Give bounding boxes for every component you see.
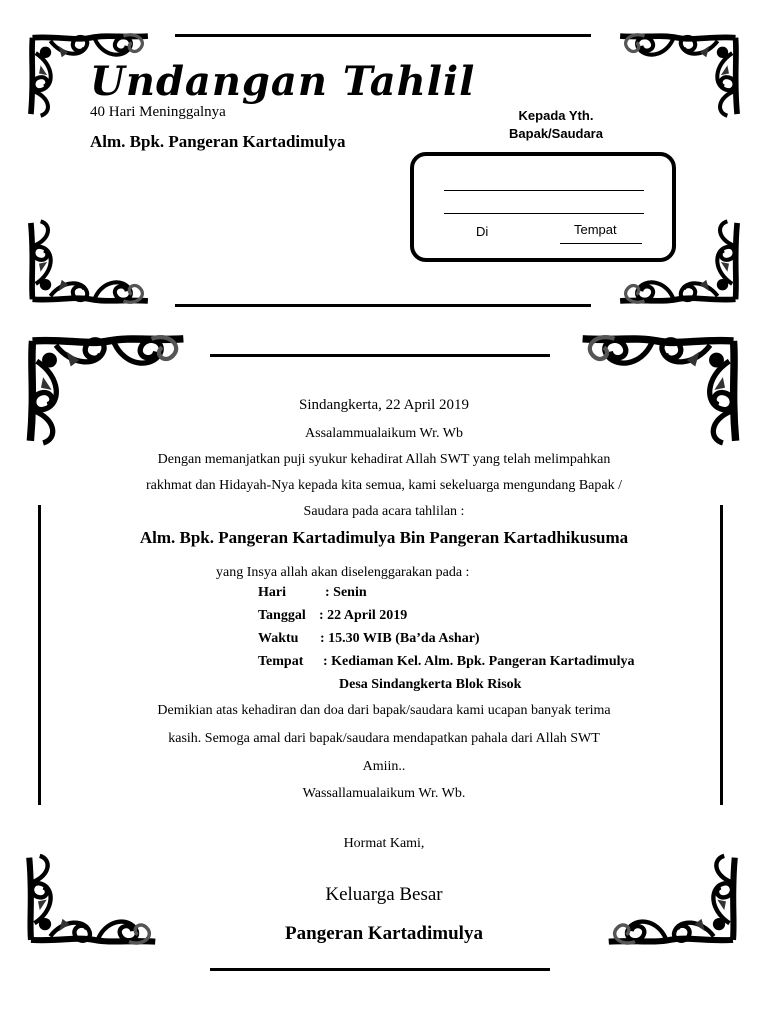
- letter-bottom-divider: [210, 968, 550, 971]
- closing-line-3: Amiin..: [362, 759, 406, 774]
- opening-line-3: Saudara pada acara tahlilan :: [303, 504, 465, 519]
- place-date: Sindangkerta, 22 April 2019: [299, 397, 469, 413]
- tanggal-value: : 22 April 2019: [319, 608, 408, 623]
- waktu-value: : 15.30 WIB (Ba’da Ashar): [320, 631, 480, 646]
- opening-line-2: rakhmat dan Hidayah-Nya kepada kita semua, kami sekeluarga mengundang Bapak /: [146, 478, 622, 493]
- tempat-label: Tempat: [258, 654, 304, 669]
- address-box[interactable]: [410, 152, 676, 262]
- tanggal-label: Tanggal: [258, 608, 306, 623]
- waktu-label: Waktu: [258, 631, 299, 646]
- address-di: Di: [476, 224, 489, 239]
- address-line-3: [560, 243, 642, 244]
- farewell: Wassallamualaikum Wr. Wb.: [302, 786, 466, 801]
- tempat-value-2: Desa Sindangkerta Blok Risok: [339, 677, 522, 692]
- deceased-name: Alm. Bpk. Pangeran Kartadimulya: [90, 132, 346, 151]
- address-tempat: Tempat: [574, 222, 617, 237]
- details-intro: yang Insya allah akan diselenggarakan pada :: [216, 565, 470, 580]
- cover-bottom-divider: [175, 304, 591, 307]
- recipient-heading: [486, 107, 626, 143]
- recipient-heading-line1: Kepada Yth.: [518, 108, 594, 123]
- top-divider: [175, 34, 591, 37]
- subtitle: 40 Hari Meninggalnya: [90, 104, 226, 120]
- opening-line-1: Dengan memanjatkan puji syukur kehadirat Allah SWT yang telah melimpahkan: [157, 452, 611, 467]
- full-name: Alm. Bpk. Pangeran Kartadimulya Bin Pangeran Kartadhikusuma: [139, 528, 629, 547]
- hari-value: : Senin: [325, 585, 367, 600]
- corner-ornament-top-right: [612, 20, 742, 135]
- recipient-heading-line2: Bapak/Saudara: [509, 126, 603, 141]
- family-line-2: Pangeran Kartadimulya: [285, 923, 483, 944]
- address-line-1: [444, 190, 644, 191]
- greeting: Assalammualaikum Wr. Wb: [305, 426, 463, 441]
- address-line-2: [444, 213, 644, 214]
- regards: Hormat Kami,: [343, 836, 425, 851]
- closing-line-2: kasih. Semoga amal dari bapak/saudara mendapatkan pahala dari Allah SWT: [168, 731, 600, 746]
- letter-top-divider: [210, 354, 550, 357]
- family-line-1: Keluarga Besar: [325, 884, 443, 905]
- tempat-value: : Kediaman Kel. Alm. Bpk. Pangeran Kartadimulya: [323, 654, 635, 669]
- corner-ornament-bottom-left: [26, 202, 156, 317]
- hari-label: Hari: [258, 585, 286, 600]
- closing-line-1: Demikian atas kehadiran dan doa dari bapak/saudara kami ucapan banyak terima: [157, 703, 611, 718]
- invitation-title: Undangan Tahlil: [90, 58, 476, 105]
